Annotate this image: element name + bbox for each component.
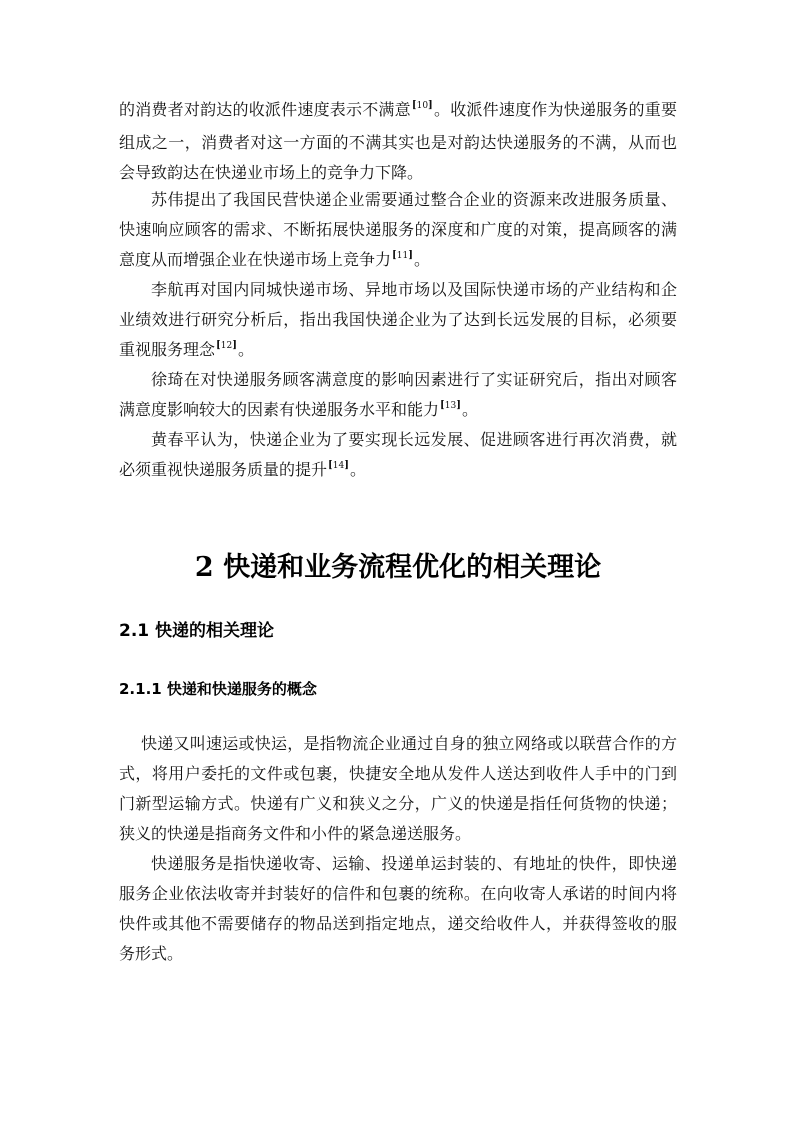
paragraph-xu-qi xyxy=(119,365,677,428)
citation-ref: [14] xyxy=(328,460,349,471)
citation-ref: [13] xyxy=(440,400,461,411)
citation-ref: [11] xyxy=(392,250,413,261)
citation-ref: [10] xyxy=(411,100,433,111)
section-title: 2.1 快递的相关理论 xyxy=(119,621,275,641)
paragraph-yunda-speed xyxy=(119,95,677,188)
paragraph-su-wei xyxy=(119,185,677,278)
paragraph-express-service-definition: 快递服务是指快递收寄、运输、投递单运封装的、有地址的快件，即快递服务企业依法收寄并封装好的信件和包裹的统称。在向收寄人承诺的时间内将快件或其他不需要储存的物品送到指定地点，递交给收件人，并获得签收的服务形式。 xyxy=(119,854,677,963)
chapter-title: 2 快递和业务流程优化的相关理论 xyxy=(194,552,602,583)
paragraph-tail: 。 xyxy=(461,400,478,419)
paragraph-tail: 。 xyxy=(237,340,254,359)
paragraph-text: 的消费者对韵达的收派件速度表示不满意 xyxy=(119,100,411,119)
paragraph-text: 苏伟提出了我国民营快递企业需要通过整合企业的资源来改进服务质量、快速响应顾客的需求、不断拓展快递服务的深度和广度的对策，提高顾客的满意度从而增强企业在快递市场上竞争力 xyxy=(119,190,677,269)
paragraph-tail: 。 xyxy=(349,460,366,479)
paragraph-li-hang xyxy=(119,275,677,368)
paragraph-text: 李航再对国内同城快递市场、异地市场以及国际快递市场的产业结构和企业绩效进行研究分析后，指出我国快递企业为了达到长远发展的目标，必须要重视服务理念 xyxy=(119,280,677,359)
paragraph-huang-chunping xyxy=(119,425,677,488)
paragraph-express-definition: 快递又叫速运或快运，是指物流企业通过自身的独立网络或以联营合作的方式，将用户委托的文件或包裹，快捷安全地从发件人送达到收件人手中的门到门新型运输方式。快递有广义和狭义之分，广义的快递是指任何货物的快递；狭义的快递是指商务文件和小件的紧急递送服务。 xyxy=(119,734,677,843)
subsection-title: 2.1.1 快递和快递服务的概念 xyxy=(119,680,317,698)
paragraph-tail: 。 xyxy=(413,250,430,269)
paragraph-text: 黄春平认为，快递企业为了要实现长远发展、促进顾客进行再次消费，就必须重视快递服务质量的提升 xyxy=(119,430,677,479)
paragraph-tail: 。收派件速度作为快递服务的重要组成之一，消费者对这一方面的不满其实也是对韵达快递服务的不满，从而也会导致韵达在快递业市场上的竞争力下降。 xyxy=(119,100,677,182)
citation-ref: [12] xyxy=(216,340,237,351)
paragraph-text: 徐琦在对快递服务顾客满意度的影响因素进行了实证研究后，指出对顾客满意度影响较大的因素有快递服务水平和能力 xyxy=(119,370,677,419)
